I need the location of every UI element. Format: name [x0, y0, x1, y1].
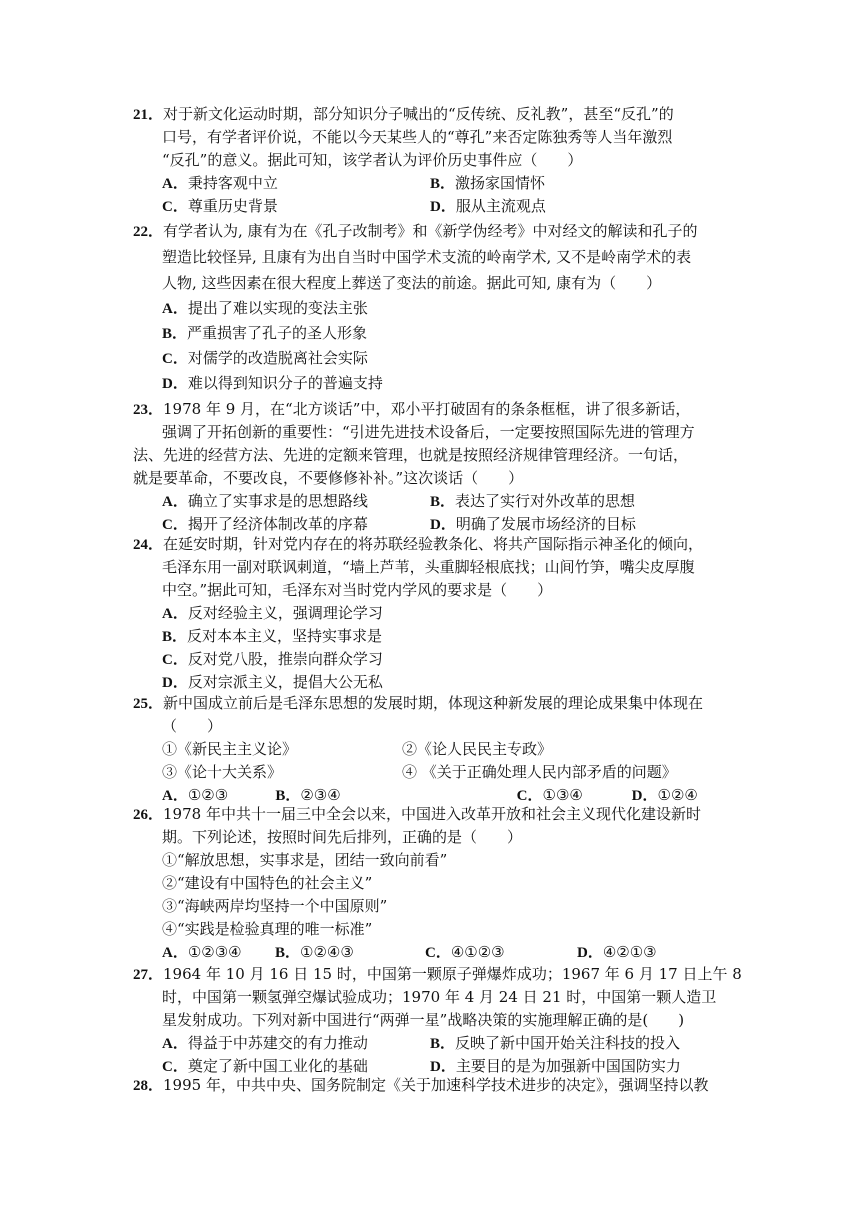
option-a[interactable]: A．确立了实事求是的思想路线	[162, 492, 368, 510]
question-stem-line: 1995 年，中共中央、国务院制定《关于加速科学技术进步的决定》，强调坚持以教	[163, 1076, 709, 1094]
question-number: 27．	[133, 967, 164, 983]
option-c[interactable]: C．奠定了新中国工业化的基础	[162, 1057, 368, 1075]
statement-1: ①《新民主主义论》	[162, 740, 298, 758]
question-number: 25．	[133, 696, 164, 712]
question-stem-line: “反孔”的意义。据此可知，该学者认为评价历史事件应（ ）	[162, 151, 583, 169]
option-d[interactable]: D．④②①③	[577, 943, 657, 961]
question-23	[133, 398, 745, 536]
question-27	[133, 963, 745, 1078]
question-number: 22．	[133, 224, 164, 240]
option-d[interactable]: D．①②④	[631, 786, 698, 804]
option-b[interactable]: B．②③④	[275, 786, 341, 804]
option-a[interactable]: A．秉持客观中立	[162, 174, 278, 192]
option-d[interactable]: D．难以得到知识分子的普遍支持	[162, 374, 383, 392]
question-stem-line: 在延安时期，针对党内存在的将苏联经验教条化、将共产国际指示神圣化的倾向，	[163, 535, 704, 553]
option-b[interactable]: B．激扬家国情怀	[430, 174, 546, 192]
question-stem-line: 法、先进的经营方法、先进的定额来管理，也就是按照经济规律管理经济。一句话，	[133, 446, 689, 464]
option-a[interactable]: A．反对经验主义，强调理论学习	[162, 604, 383, 622]
question-number: 26．	[133, 807, 164, 823]
statement-2: ②《论人民民主专政》	[402, 740, 553, 758]
question-stem-line: （ ）	[162, 717, 223, 735]
question-stem-line: 期。下列论述，按照时间先后排列，正确的是（ ）	[162, 828, 523, 846]
option-b[interactable]: B．反映了新中国开始关注科技的投入	[430, 1034, 681, 1052]
question-28	[133, 1074, 745, 1097]
question-26	[133, 803, 745, 964]
option-b[interactable]: B．严重损害了孔子的圣人形象	[162, 324, 368, 342]
statement-4: ④“实践是检验真理的唯一标准”	[162, 920, 373, 938]
option-c[interactable]: C．揭开了经济体制改革的序幕	[162, 515, 368, 533]
question-number: 23．	[133, 402, 164, 418]
question-stem-line: 人物, 这些因素在很大程度上葬送了变法的前途。据此可知, 康有为（ ）	[162, 274, 662, 292]
option-c[interactable]: C．反对党八股，推崇向群众学习	[162, 650, 383, 668]
option-a[interactable]: A．①②③	[162, 786, 229, 804]
question-stem-line: 1978 年中共十一届三中全会以来，中国进入改革开放和社会主义现代化建设新时	[163, 805, 701, 823]
option-d[interactable]: D．明确了发展市场经济的目标	[430, 515, 636, 533]
option-c[interactable]: C．④①②③	[425, 943, 505, 961]
question-stem-line: 口号，有学者评价说，不能以今天某些人的“尊孔”来否定陈独秀等人当年激烈	[162, 128, 673, 146]
question-stem-line: 中空。”据此可知，毛泽东对当时党内学风的要求是（ ）	[162, 581, 553, 599]
option-a[interactable]: A．①②③④	[162, 943, 242, 961]
question-25	[133, 692, 745, 807]
question-stem-line: 1964 年 10 月 16 日 15 时，中国第一颗原子弹爆炸成功；1967 年 6 月 17 日上午 8	[163, 965, 742, 983]
question-stem-line: 新中国成立前后是毛泽东思想的发展时期，体现这种新发展的理论成果集中体现在	[163, 694, 704, 712]
question-number: 28．	[133, 1078, 164, 1094]
question-22	[133, 218, 745, 396]
statement-3: ③“海峡两岸均坚持一个中国原则”	[162, 897, 388, 915]
option-a[interactable]: A．得益于中苏建交的有力推动	[162, 1034, 368, 1052]
question-stem-line: 强调了开拓创新的重要性：“引进先进技术设备后，一定要按照国际先进的管理方	[162, 423, 695, 441]
option-c[interactable]: C．①③④	[516, 786, 583, 804]
option-d[interactable]: D．服从主流观点	[430, 197, 546, 215]
question-stem-line: 星发射成功。下列对新中国进行“两弹一星”战略决策的实施理解正确的是( )	[162, 1011, 685, 1029]
question-24	[133, 533, 745, 694]
statement-4: ④ 《关于正确处理人民内部矛盾的问题》	[402, 763, 677, 781]
option-b[interactable]: B．表达了实行对外改革的思想	[430, 492, 636, 510]
question-stem-line: 1978 年 9 月，在“北方谈话”中，邓小平打破固有的条条框框，讲了很多新话，	[163, 400, 691, 418]
question-stem-line: 对于新文化运动时期，部分知识分子喊出的“反传统、反礼教”，甚至“反孔”的	[163, 105, 674, 123]
question-21	[133, 103, 745, 218]
question-number: 21．	[133, 107, 164, 123]
option-d[interactable]: D．主要目的是为加强新中国国防实力	[430, 1057, 681, 1075]
statement-3: ③《论十大关系》	[162, 763, 283, 781]
question-stem-line: 就是要革命，不要改良，不要修修补补。”这次谈话（ ）	[133, 469, 524, 487]
option-c[interactable]: C．对儒学的改造脱离社会实际	[162, 349, 368, 367]
question-stem-line: 有学者认为, 康有为在《孔子改制考》和《新学伪经考》中对经文的解读和孔子的	[163, 222, 698, 240]
question-stem-line: 时，中国第一颗氢弹空爆试验成功；1970 年 4 月 24 日 21 时，中国第一颗人造卫	[162, 988, 717, 1006]
question-stem-line: 塑造比较怪异, 且康有为出自当时中国学术支流的岭南学术, 又不是岭南学术的表	[162, 248, 692, 266]
statement-2: ②“建设有中国特色的社会主义”	[162, 874, 373, 892]
option-c[interactable]: C．尊重历史背景	[162, 197, 278, 215]
statement-1: ①“解放思想，实事求是，团结一致向前看”	[162, 851, 448, 869]
option-b[interactable]: B．反对本本主义，坚持实事求是	[162, 627, 383, 645]
option-b[interactable]: B．①②④③	[275, 943, 354, 961]
question-number: 24．	[133, 537, 164, 553]
option-a[interactable]: A．提出了难以实现的变法主张	[162, 299, 368, 317]
question-stem-line: 毛泽东用一副对联讽刺道，“墙上芦苇，头重脚轻根底找；山间竹笋，嘴尖皮厚腹	[162, 558, 695, 576]
option-d[interactable]: D．反对宗派主义，提倡大公无私	[162, 673, 383, 691]
